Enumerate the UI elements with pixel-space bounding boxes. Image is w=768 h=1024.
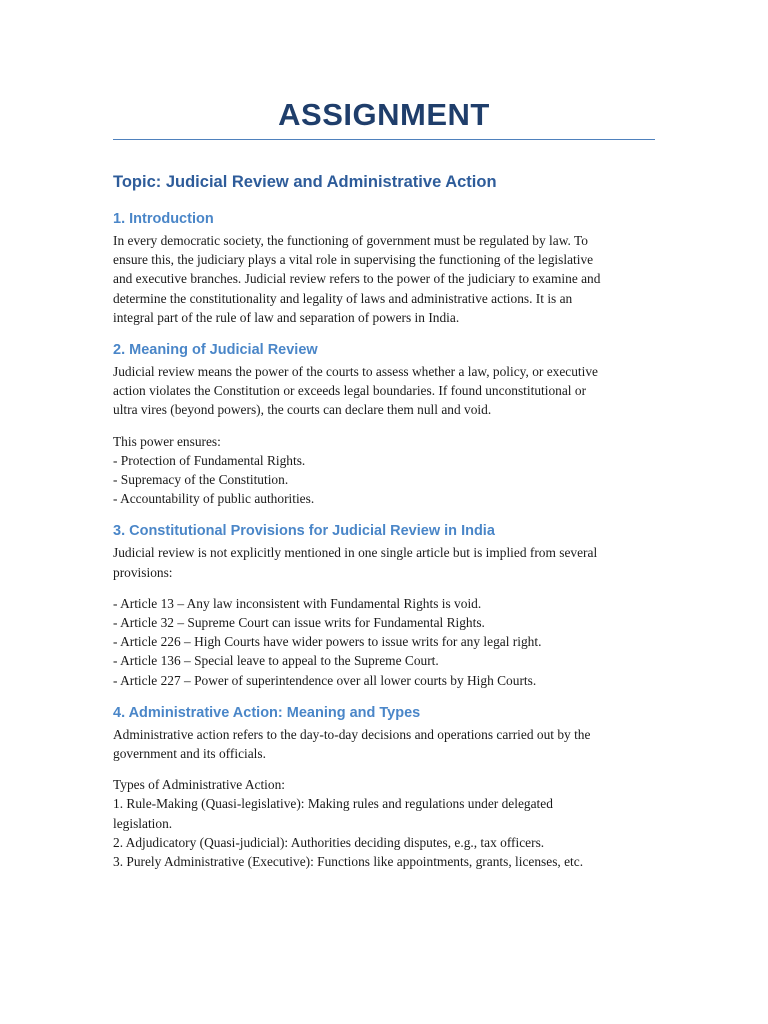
paragraph-line: provisions: <box>113 564 173 580</box>
list-item: - Protection of Fundamental Rights. <box>113 452 306 468</box>
section-heading-provisions: 3. Constitutional Provisions for Judicial Review in India <box>113 523 495 540</box>
list-item: 1. Rule-Making (Quasi-legislative): Making rules and regulations under delegated <box>113 796 553 812</box>
section-heading-meaning: 2. Meaning of Judicial Review <box>113 342 318 359</box>
paragraph-line: determine the constitutionality and legality of laws and administrative actions. It is an <box>113 290 573 306</box>
introduction-paragraph <box>113 231 655 327</box>
paragraph-line: In every democratic society, the functioning of government must be regulated by law. To <box>113 233 588 248</box>
paragraph-line: government and its officials. <box>113 746 266 762</box>
paragraph-line: action violates the Constitution or exceeds legal boundaries. If found unconstitutional or <box>113 383 587 399</box>
list-item: - Article 13 – Any law inconsistent with Fundamental Rights is void. <box>113 595 482 611</box>
list-item: 3. Purely Administrative (Executive): Functions like appointments, grants, licenses, etc. <box>113 854 584 870</box>
list-item: 2. Adjudicatory (Quasi-judicial): Authorities deciding disputes, e.g., tax officers. <box>113 834 545 850</box>
section-heading-administrative-action: 4. Administrative Action: Meaning and Types <box>113 704 421 721</box>
topic-heading: Topic: Judicial Review and Administrative Action <box>113 173 497 191</box>
list-intro: Types of Administrative Action: <box>113 777 286 793</box>
ensures-list <box>113 432 655 509</box>
paragraph-line: Judicial review means the power of the courts to assess whether a law, policy, or executive <box>113 364 598 380</box>
list-item: - Article 136 – Special leave to appeal to the Supreme Court. <box>113 653 439 669</box>
title-divider <box>113 139 655 140</box>
meaning-paragraph <box>113 362 655 420</box>
paragraph-line: Administrative action refers to the day-to-day decisions and operations carried out by the <box>113 726 591 742</box>
list-item: - Article 227 – Power of superintendence over all lower courts by High Courts. <box>113 672 537 688</box>
section-heading-introduction: 1. Introduction <box>113 211 214 227</box>
admin-paragraph <box>113 725 655 763</box>
paragraph-line: ultra vires (beyond powers), the courts can declare them null and void. <box>113 402 492 418</box>
list-item-continuation: legislation. <box>113 815 173 831</box>
list-item: - Accountability of public authorities. <box>113 491 315 507</box>
provisions-paragraph <box>113 543 655 581</box>
paragraph-line: Judicial review is not explicitly mentioned in one single article but is implied from several <box>113 545 598 561</box>
paragraph-line: integral part of the rule of law and separation of powers in India. <box>113 309 460 325</box>
types-list <box>113 775 655 871</box>
articles-list <box>113 594 655 690</box>
list-item: - Supremacy of the Constitution. <box>113 472 289 488</box>
paragraph-line: ensure this, the judiciary plays a vital role in supervising the functioning of the legislative <box>113 252 594 268</box>
document-body <box>113 171 655 871</box>
list-item: - Article 32 – Supreme Court can issue writs for Fundamental Rights. <box>113 615 485 631</box>
document-title: ASSIGNMENT <box>278 97 490 132</box>
list-intro: This power ensures: <box>113 433 221 449</box>
list-item: - Article 226 – High Courts have wider powers to issue writs for any legal right. <box>113 634 542 650</box>
paragraph-line: and executive branches. Judicial review refers to the power of the judiciary to examine and <box>113 271 601 287</box>
